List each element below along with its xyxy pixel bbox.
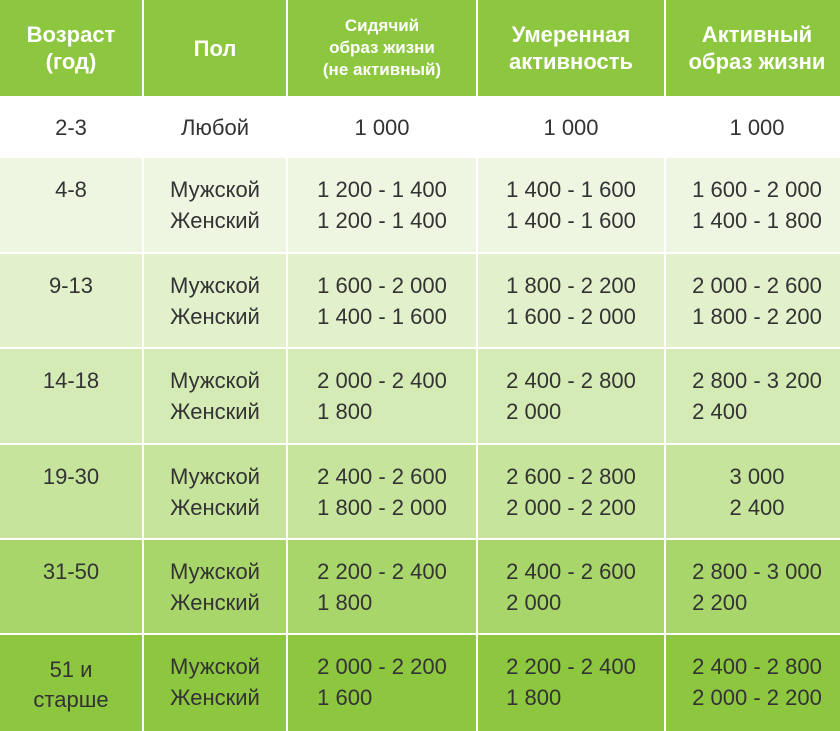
- active-cell: [666, 540, 840, 633]
- sex-female: Женский: [170, 685, 260, 710]
- header-active-line2: образ жизни: [688, 49, 826, 74]
- header-sedentary-line1: Сидячий: [344, 16, 420, 35]
- header-active: [666, 0, 840, 96]
- moderate-female: 2 000: [506, 590, 562, 615]
- sex-cell: [144, 540, 286, 633]
- moderate-male: 2 400 - 2 600: [506, 559, 636, 584]
- moderate-male: 1 400 - 1 600: [506, 177, 636, 202]
- sex-male: Мужской: [170, 559, 260, 584]
- age-value: 31-50: [42, 559, 100, 584]
- sedentary-value: 1 000: [354, 114, 410, 140]
- active-male: 3 000: [729, 464, 785, 489]
- moderate-cell: [478, 349, 664, 443]
- active-cell: [666, 445, 840, 538]
- sedentary-male: 2 200 - 2 400: [317, 559, 447, 584]
- active-female: 2 000 - 2 200: [692, 685, 822, 710]
- age-value: 9-13: [48, 273, 94, 298]
- active-value: 1 000: [729, 114, 785, 140]
- moderate-female: 2 000 - 2 200: [506, 495, 636, 520]
- active-male: 2 000 - 2 600: [692, 273, 822, 298]
- active-cell: [666, 98, 840, 156]
- header-sedentary-line3: (не активный): [322, 60, 442, 79]
- sedentary-female: 1 800: [317, 590, 373, 615]
- sex-cell: [144, 254, 286, 347]
- sex-female: Женский: [170, 304, 260, 329]
- age-cell: [0, 445, 142, 538]
- age-value: 14-18: [42, 368, 100, 393]
- sedentary-cell: [288, 254, 476, 347]
- moderate-female: 1 600 - 2 000: [506, 304, 636, 329]
- sex-female: Женский: [170, 590, 260, 615]
- moderate-cell: [478, 158, 664, 252]
- sex-cell: [144, 158, 286, 252]
- header-sex-label: Пол: [193, 35, 237, 61]
- sex-male: Мужской: [170, 368, 260, 393]
- age-cell: [0, 540, 142, 633]
- active-female: 1 400 - 1 800: [692, 208, 822, 233]
- age-value: 2-3: [55, 114, 87, 140]
- sex-female: Женский: [170, 399, 260, 424]
- age-cell: [0, 98, 142, 156]
- header-age: [0, 0, 142, 96]
- sedentary-female: 1 800 - 2 000: [317, 495, 447, 520]
- header-sex: [144, 0, 286, 96]
- sedentary-cell: [288, 445, 476, 538]
- sedentary-cell: [288, 540, 476, 633]
- sex-value: Любой: [180, 114, 250, 140]
- age-cell: [0, 349, 142, 443]
- header-active-line1: Активный: [701, 22, 813, 47]
- header-moderate-line2: активность: [508, 49, 634, 74]
- moderate-male: 2 400 - 2 800: [506, 368, 636, 393]
- sedentary-male: 2 400 - 2 600: [317, 464, 447, 489]
- age-cell: [0, 158, 142, 252]
- active-male: 2 800 - 3 000: [692, 559, 822, 584]
- header-moderate-line1: Умеренная: [511, 22, 631, 47]
- active-female: 1 800 - 2 200: [692, 304, 822, 329]
- header-age-line2: (год): [45, 49, 97, 74]
- sedentary-female: 1 800: [317, 399, 373, 424]
- active-female: 2 400: [729, 495, 785, 520]
- age-value: 4-8: [55, 177, 87, 202]
- moderate-cell: [478, 540, 664, 633]
- moderate-cell: [478, 445, 664, 538]
- active-cell: [666, 254, 840, 347]
- sex-cell: [144, 349, 286, 443]
- header-sedentary-line2: образ жизни: [329, 38, 435, 57]
- moderate-male: 2 200 - 2 400: [506, 654, 636, 679]
- sedentary-male: 2 000 - 2 400: [317, 368, 447, 393]
- sedentary-male: 1 200 - 1 400: [317, 177, 447, 202]
- header-age-line1: Возраст: [26, 22, 116, 47]
- sedentary-female: 1 400 - 1 600: [317, 304, 447, 329]
- active-cell: [666, 349, 840, 443]
- sedentary-cell: [288, 349, 476, 443]
- sex-cell: [144, 98, 286, 156]
- sedentary-male: 2 000 - 2 200: [317, 654, 447, 679]
- active-male: 1 600 - 2 000: [692, 177, 822, 202]
- sex-female: Женский: [170, 208, 260, 233]
- moderate-female: 1 400 - 1 600: [506, 208, 636, 233]
- age-value-line1: 51 и: [49, 657, 93, 682]
- sex-male: Мужской: [170, 654, 260, 679]
- sex-male: Мужской: [170, 464, 260, 489]
- sex-male: Мужской: [170, 177, 260, 202]
- moderate-male: 2 600 - 2 800: [506, 464, 636, 489]
- moderate-male: 1 800 - 2 200: [506, 273, 636, 298]
- active-female: 2 200: [692, 590, 748, 615]
- sedentary-cell: [288, 98, 476, 156]
- moderate-value: 1 000: [543, 114, 599, 140]
- moderate-cell: [478, 254, 664, 347]
- sedentary-cell: [288, 158, 476, 252]
- sedentary-female: 1 600: [317, 685, 373, 710]
- sedentary-female: 1 200 - 1 400: [317, 208, 447, 233]
- active-cell: [666, 158, 840, 252]
- sedentary-male: 1 600 - 2 000: [317, 273, 447, 298]
- active-female: 2 400: [692, 399, 748, 424]
- active-male: 2 800 - 3 200: [692, 368, 822, 393]
- age-value: 19-30: [42, 464, 100, 489]
- age-value-line2: старше: [33, 687, 109, 712]
- moderate-female: 2 000: [506, 399, 562, 424]
- header-sedentary: [288, 0, 476, 96]
- sex-female: Женский: [170, 495, 260, 520]
- age-cell: [0, 254, 142, 347]
- header-moderate: [478, 0, 664, 96]
- active-male: 2 400 - 2 800: [692, 654, 822, 679]
- moderate-female: 1 800: [506, 685, 562, 710]
- sex-cell: [144, 445, 286, 538]
- sex-male: Мужской: [170, 273, 260, 298]
- moderate-cell: [478, 98, 664, 156]
